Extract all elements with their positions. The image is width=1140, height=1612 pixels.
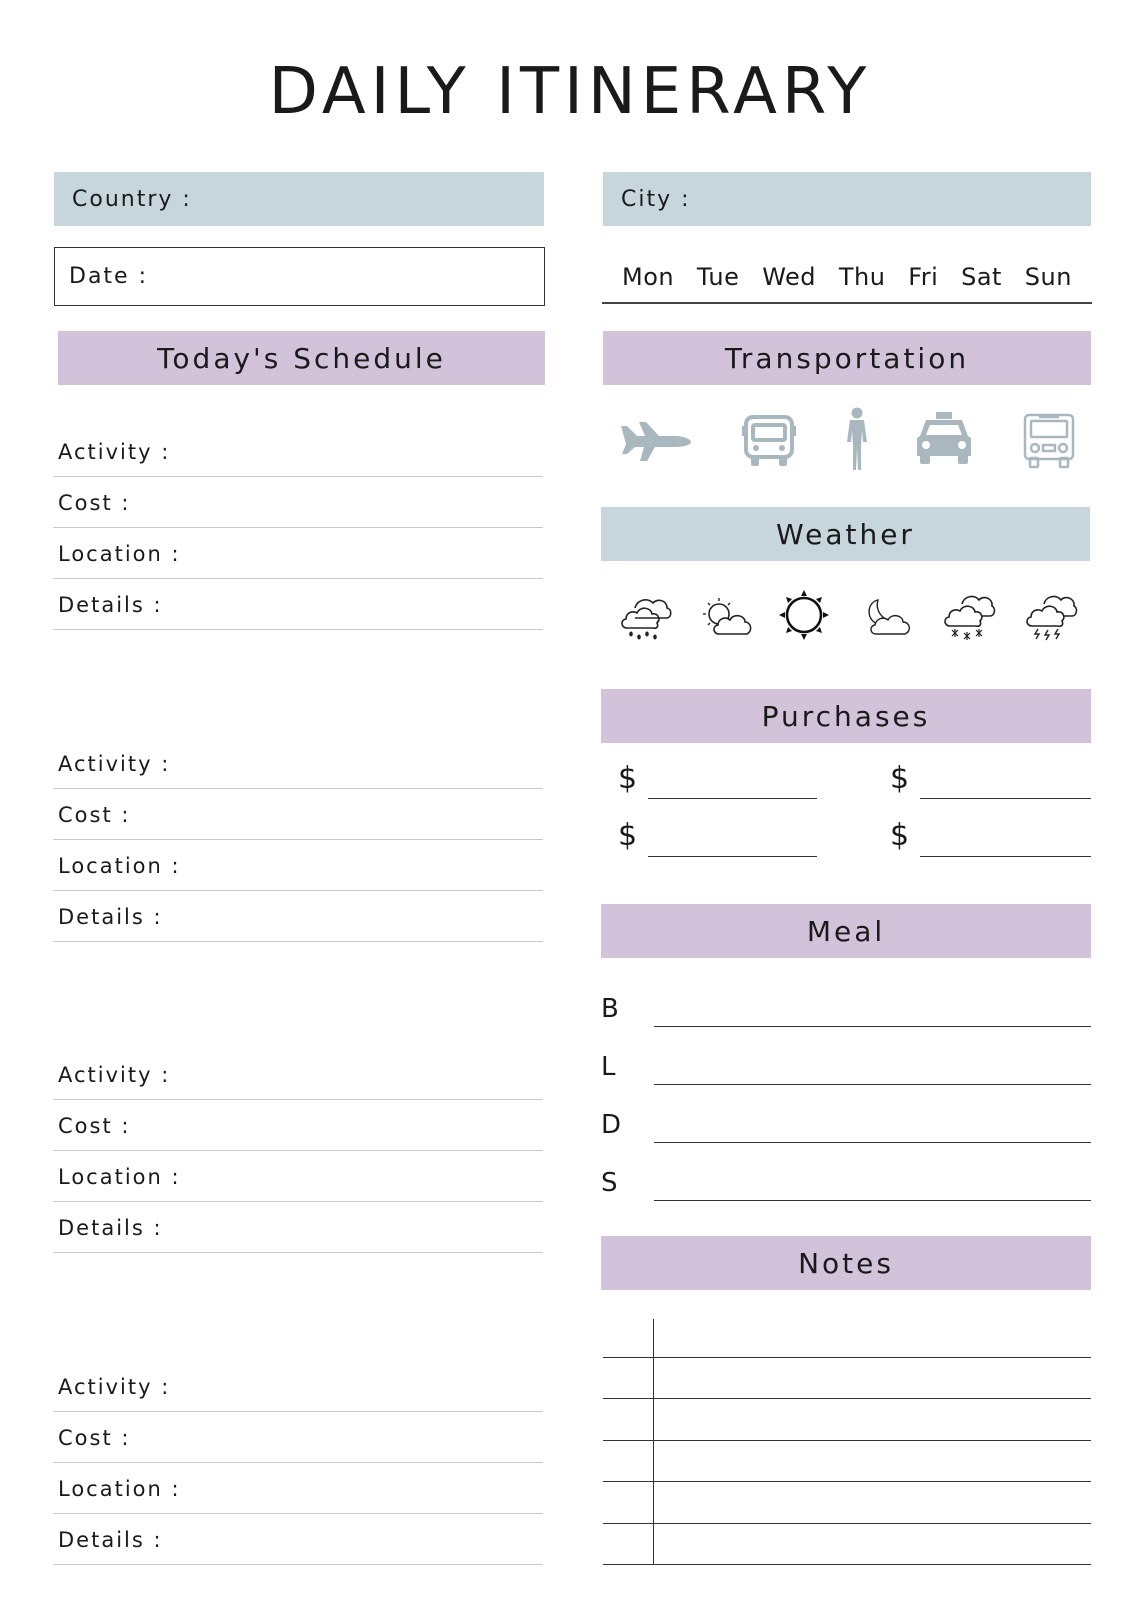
details-field[interactable] <box>53 1515 543 1565</box>
cost-label: Cost : <box>58 1425 131 1450</box>
meal-heading-text: Meal <box>806 914 886 948</box>
location-label: Location : <box>58 541 181 566</box>
taxi-icon[interactable] <box>914 410 974 466</box>
activity-label: Activity : <box>58 1062 171 1087</box>
activity-label: Activity : <box>58 439 171 464</box>
schedule-heading <box>58 331 545 385</box>
purchase-line[interactable] <box>648 856 817 857</box>
notes-line[interactable] <box>603 1398 1091 1399</box>
purchase-line[interactable] <box>648 798 817 799</box>
notes-line[interactable] <box>603 1523 1091 1524</box>
meal-line[interactable] <box>654 1026 1091 1027</box>
meal-line[interactable] <box>654 1084 1091 1085</box>
notes-line[interactable] <box>603 1440 1091 1441</box>
bus-front-icon[interactable] <box>741 413 797 469</box>
details-field[interactable] <box>53 892 543 942</box>
location-label: Location : <box>58 853 181 878</box>
day-sat[interactable]: Sat <box>961 263 1002 291</box>
details-field[interactable] <box>53 1203 543 1253</box>
location-field[interactable] <box>53 529 543 579</box>
purchases-heading <box>601 689 1091 743</box>
cost-label: Cost : <box>58 490 131 515</box>
cost-label: Cost : <box>58 1113 131 1138</box>
currency-symbol: $ <box>890 761 910 796</box>
country-label: Country : <box>72 186 192 212</box>
city-field[interactable] <box>603 172 1091 226</box>
activity-field[interactable] <box>53 1362 543 1412</box>
meal-line[interactable] <box>654 1142 1091 1143</box>
currency-symbol: $ <box>618 761 638 796</box>
schedule-heading-text: Today's Schedule <box>157 341 446 375</box>
airplane-icon[interactable] <box>617 414 693 464</box>
currency-symbol: $ <box>618 818 638 853</box>
night-cloud-icon[interactable] <box>858 594 916 640</box>
tram-icon[interactable] <box>1021 411 1077 469</box>
weather-heading <box>601 507 1090 561</box>
notes-heading <box>601 1236 1091 1290</box>
meal-letter: S <box>601 1168 618 1198</box>
day-tue[interactable]: Tue <box>696 263 740 291</box>
notes-heading-text: Notes <box>798 1246 894 1280</box>
meal-letter: L <box>601 1052 616 1082</box>
cost-field[interactable] <box>53 478 543 528</box>
day-sun[interactable]: Sun <box>1024 263 1072 291</box>
weekday-selector <box>602 252 1092 304</box>
date-field[interactable] <box>54 247 545 306</box>
meal-heading <box>601 904 1091 958</box>
purchase-line[interactable] <box>920 798 1091 799</box>
activity-field[interactable] <box>53 1050 543 1100</box>
transportation-heading-text: Transportation <box>724 341 970 375</box>
transportation-heading <box>603 331 1091 385</box>
cost-field[interactable] <box>53 790 543 840</box>
notes-line[interactable] <box>603 1357 1091 1358</box>
location-field[interactable] <box>53 1464 543 1514</box>
meal-line[interactable] <box>654 1200 1091 1201</box>
details-label: Details : <box>58 1527 163 1552</box>
thunder-cloud-icon[interactable] <box>1022 590 1078 642</box>
rain-cloud-icon[interactable] <box>617 592 673 642</box>
partly-cloudy-icon[interactable] <box>699 594 755 640</box>
activity-field[interactable] <box>53 739 543 789</box>
country-field[interactable] <box>54 172 544 226</box>
location-field[interactable] <box>53 841 543 891</box>
day-thu[interactable]: Thu <box>838 263 886 291</box>
details-label: Details : <box>58 1215 163 1240</box>
meal-letter: B <box>601 994 619 1024</box>
activity-label: Activity : <box>58 751 171 776</box>
location-label: Location : <box>58 1476 181 1501</box>
city-label: City : <box>621 186 691 212</box>
location-label: Location : <box>58 1164 181 1189</box>
weather-heading-text: Weather <box>776 517 915 551</box>
purchase-line[interactable] <box>920 856 1091 857</box>
activity-field[interactable] <box>53 427 543 477</box>
day-mon[interactable]: Mon <box>622 263 675 291</box>
day-fri[interactable]: Fri <box>908 263 939 291</box>
cost-label: Cost : <box>58 802 131 827</box>
details-field[interactable] <box>53 580 543 630</box>
notes-margin-line <box>653 1319 654 1565</box>
purchases-heading-text: Purchases <box>761 699 931 733</box>
notes-line[interactable] <box>603 1564 1091 1565</box>
walking-person-icon[interactable] <box>842 406 872 472</box>
day-wed[interactable]: Wed <box>762 263 817 291</box>
cost-field[interactable] <box>53 1413 543 1463</box>
cost-field[interactable] <box>53 1101 543 1151</box>
sun-icon[interactable] <box>777 588 831 642</box>
page-title: DAILY ITINERARY <box>268 55 872 129</box>
details-label: Details : <box>58 904 163 929</box>
meal-letter: D <box>601 1110 622 1140</box>
location-field[interactable] <box>53 1152 543 1202</box>
date-label: Date : <box>69 264 148 289</box>
details-label: Details : <box>58 592 163 617</box>
snow-cloud-icon[interactable] <box>940 590 996 642</box>
notes-line[interactable] <box>603 1481 1091 1482</box>
currency-symbol: $ <box>890 818 910 853</box>
activity-label: Activity : <box>58 1374 171 1399</box>
